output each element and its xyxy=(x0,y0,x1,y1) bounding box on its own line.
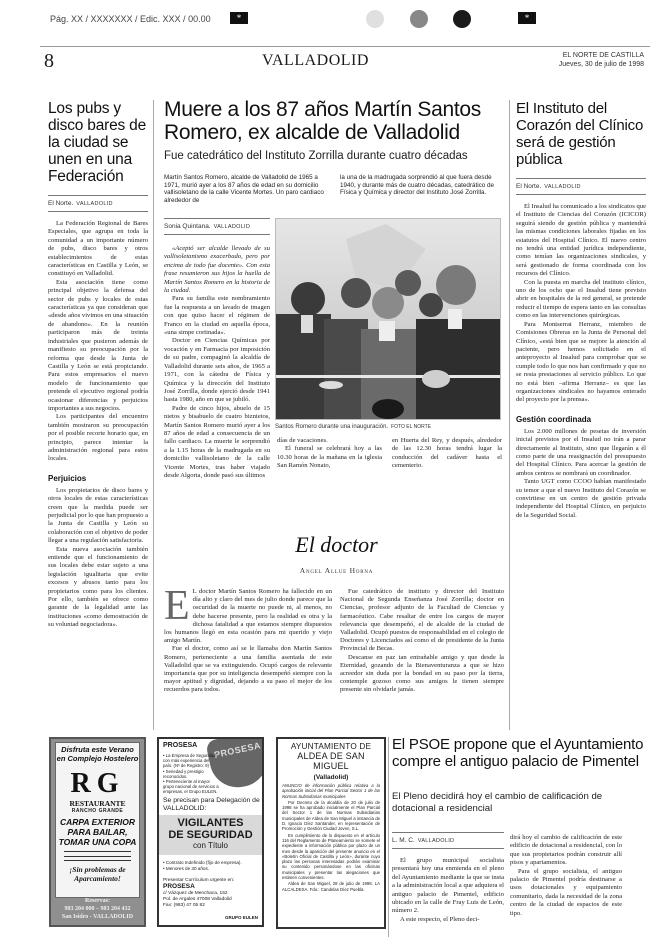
section-title: VALLADOLID xyxy=(262,52,369,69)
news-photo xyxy=(275,218,501,420)
contact-name: PROSESA xyxy=(163,883,195,890)
psoe-column-1 xyxy=(392,832,504,924)
page-slug: Pág. XX / XXXXXXX / Edic. XXX / 00.00 xyxy=(50,14,211,24)
main-lead xyxy=(164,174,504,204)
job-line-3: con Título xyxy=(193,841,228,850)
rg-logo-icon: RG xyxy=(70,768,125,799)
article-byline xyxy=(164,218,270,235)
paragraph: La Federación Regional de Bares Especiales, que agrupa en toda la comunidad a un importante número de pubs, disco bares y otros establecimientos de estas características en Castilla y León, se constituyó en Valladolid. xyxy=(48,220,148,278)
article-byline xyxy=(48,195,148,212)
ad-aldea-san-miguel xyxy=(276,737,386,929)
article-subhead: Gestión coordinada xyxy=(516,414,592,424)
article-headline: El Instituto del Corazón del Clínico será de gestión pública xyxy=(516,100,644,168)
notice-intro: ANUNCIO de información pública relativa a la aprobación inicial del Plan Parcial Sector 1 de las Normas Subsidiarias municipales xyxy=(282,783,380,799)
byline-author: El Norte. xyxy=(516,183,542,190)
opinion-title: El doctor xyxy=(295,532,378,557)
opinion-column-1 xyxy=(164,583,332,695)
article-body xyxy=(48,487,148,630)
ad-group: GRUPO EULEN xyxy=(224,915,258,920)
article-body xyxy=(516,203,646,405)
main-headline: Muere a los 87 años Martín Santos Romero, ex alcalde de Valladolid xyxy=(164,98,481,144)
color-dot-light xyxy=(366,10,384,28)
lead-column: la una de la madrugada sorprendió al que fuera desde 1940, y durante más de cuatro décadas, catedrático de Física y Química y director del Instituto José Zorrilla. xyxy=(340,174,495,197)
paragraph: en Huerta del Rey, y después, alrededor de las 12.30 horas tendrá lugar la conducción del cadáver hasta el cementerio. xyxy=(392,437,502,470)
psoe-subheadline: El Pleno decidirá hoy el cambio de calificación de dotacional a residencial xyxy=(392,791,603,814)
paragraph: Descanse en paz tan entrañable amigo y que desde la Eternidad, gozando de la Bienaventuranza a que se hizo acreedor sin duda por la bondad en su paso por la tierra, contemple gozoso como sus amigos le tienen siempre presente sin olvidarle jamás. xyxy=(340,653,504,694)
newspaper-name: EL NORTE DE CASTILLA xyxy=(562,52,644,59)
main-subheadline: Fue catedrático del Instituto Zorrilla durante cuatro décadas xyxy=(164,150,468,162)
ad-parking: ¡Sin problemas de Aparcamiento! xyxy=(69,865,126,883)
paragraph: Fue el doctor, como así se le llamaba don Martín Santos Romero, perteneciente a una familia asentada de este Valladolid que se va extinguiendo. Ocupó cargos de relevante importancia que por su inteligencia desempeñó siempre con la mayor aptitud y dignidad, dejando a su paso el mejor de los recuerdos para todos. xyxy=(164,645,332,694)
psoe-headline: El PSOE propone que el Ayuntamiento compre el antiguo palacio de Pimentel xyxy=(392,736,644,770)
photo-credit: FOTO EL NORTE xyxy=(391,424,431,430)
main-column-3 xyxy=(392,437,502,471)
byline-place: VALLADOLID xyxy=(544,184,581,190)
article-subhead: Perjuicios xyxy=(48,473,87,483)
byline-place: VALLADOLID xyxy=(213,224,251,230)
right-article xyxy=(516,100,646,520)
byline-place: VALLADOLID xyxy=(417,838,455,844)
main-column-1 xyxy=(164,218,270,480)
color-dot-mid xyxy=(410,10,428,28)
ad-panel xyxy=(55,742,140,898)
paragraph: Aldea de San Miguel, 28 de julio de 1998. LA ALCALDESA. Fdo.: Candelas Díez Puebla. xyxy=(282,881,380,892)
opinion-author: Angel Allue Horna xyxy=(299,566,374,575)
badge-text: PROSESA xyxy=(213,740,262,760)
paragraph: dirá hoy el cambio de calificación de este edificio de dotacional a residencial, con lo que sus propietarios podrán construir allí pisos y apartamentos. xyxy=(510,834,622,867)
ad-tagline: Disfruta este Verano en Complejo Hostelero xyxy=(56,745,139,763)
paragraph: Doctor en Ciencias Químicas por vocación y en Farmacia por imposición de su padre, compaginó la alcaldía de Valladolid durante seis años, de 1965 a 1971, con la cátedra de Física y Química y la dirección del Instituto José Zorrilla, donde ejerció desde 1941 hasta 1980, año en que se jubiló. xyxy=(164,337,270,404)
bullet: • La Empresa de Seguridad con más experiencia del país. (Nº de Registro: 9) xyxy=(163,753,216,769)
notice-title-3: (Valladolid) xyxy=(313,774,349,781)
issue-date: Jueves, 30 de julio de 1998 xyxy=(558,61,644,68)
paragraph: Por Decreto de la alcaldía de 20 de julio de 1998 se ha aprobado inicialmente el Plan Parcial del Sector 1 de las Normas Subsidiarias municipales de Aldea de San Miguel a instancia de D. Ignacio Díez Santander, en representación de Promoción y Gestión Ciudad Joven, S.L. xyxy=(282,799,380,832)
paragraph: Los participantes del encuentro también mostraron su preocupación por el posible recorte horario que, en principio, parece intentar la administración regional para estos locales. xyxy=(48,413,148,463)
ad-reservas-label: Reservas: xyxy=(85,898,110,904)
paragraph: Tanto UGT como CCOO habían manifestado su temor a que el nuevo Instituto del Corazón se convirtiese en un centro de gestión privada independiente del Hospital Clínico, en perjuicio de la Seguridad Social. xyxy=(516,478,646,519)
article-body xyxy=(516,428,646,520)
ad-brand: PROSESA xyxy=(163,742,198,749)
byline-author: Sonia Quintana. xyxy=(164,223,211,230)
paragraph: L doctor Martín Santos Romero ha fallecido en un día alto y claro del mes de julio donde parece que la oscuridad de la muerte no puede ni, al menos, no debe hacerse presente, pero la realidad es otra y la dichosa fatalidad a que estamos siempre dispuestos los humanos llegó en esta ocasión para mi querido y viejo amigo Martín. xyxy=(164,588,332,645)
notice-title-2: ALDEA DE SAN MIGUEL xyxy=(297,751,365,771)
ad-precisan: Se precisan para Delegación de VALLADOLID: xyxy=(163,797,260,812)
bullet: • Perteneciente al mayor grupo nacional de servicios a empresas, el Grupo EULEN. xyxy=(163,779,219,795)
requirement: • Menores de 30 años. xyxy=(163,866,210,871)
ad-restaurant-subname: RANCHO GRANDE xyxy=(71,808,124,814)
article-body xyxy=(392,857,504,924)
ad-bullets xyxy=(163,753,219,795)
article-body xyxy=(48,220,148,464)
article-headline: Los pubs y disco bares de la ciudad se unen en una Federación xyxy=(48,100,147,185)
lead-column: Martín Santos Romero, alcalde de Valladolid de 1965 a 1971, murió ayer a los 87 años de edad en su domicilio vallisoletano de la calle Vicente Mortes. Un paro cardiaco alrededor de xyxy=(164,174,324,204)
byline-author: L. M. C. xyxy=(392,837,415,844)
header-rule xyxy=(40,46,650,47)
ad-rancho-grande xyxy=(49,737,146,927)
paragraph: Los propietarios de disco bares y otros locales de estas características creen que la medida puede ser perjudicial por lo que han propuesto a la Junta de Castilla y León su colaboración con el objetivo de poder llegar a una regulación satisfactoria. xyxy=(48,486,148,545)
photo-ribbon-cutting xyxy=(276,219,501,420)
main-column-2 xyxy=(277,437,382,471)
address-line: c/ Vázquez de Menchaca, 152 xyxy=(163,891,228,896)
article-byline xyxy=(516,178,646,195)
address-line: Pol. de Argales 47008 Valladolid xyxy=(163,897,232,902)
color-dot-dark xyxy=(453,10,471,28)
registration-mark-right: * xyxy=(518,12,536,24)
bullet: • Seriedad y prestigio reconocidos. xyxy=(163,768,204,779)
paragraph: Los 2.000 millones de pesetas de inversión inicial previstos por el Insalud no irán a parar directamente al Instituto, sino que llegarán a él como parte de una reasignación del presupuesto del Hospital Clínico. Para acercar la gestión de ambos centros se nombrará un coordinador. xyxy=(516,427,646,477)
paragraph: «Aceptó ser alcalde llevado de su vallisoletanismo exacerbado, pero por encima de todo fue docente». Con esta frase resumieron sus hijos la huella de Martín Santos Romero en la historia de la ciudad. xyxy=(164,245,270,295)
paragraph: En cumplimiento de lo dispuesto en el artículo 116 del Reglamento de Planeamiento se somete el expediente a información pública por plazo de un mes desde la aparición del presente anuncio en el «Boletín Oficial de Castilla y León», durante cuyo plazo las personas interesadas podrán examinar su contenido personándose en las oficinas municipales y presentar las alegaciones que estimen convenientes. xyxy=(282,832,380,881)
music-notes-icon xyxy=(64,851,131,861)
ad-prosesa xyxy=(157,737,264,927)
fax: Fax: (983) 47 05 82 xyxy=(163,903,205,908)
masthead xyxy=(559,51,644,69)
paragraph: Para Montserrat Herranz, miembro de Comisiones Obreras en la Junta de Personal del Clínico, «está bien que se mejore la atención al paciente, pero hemos solicitado en el anteproyecto al Insalud para comprobar que se cumple todo lo que nos han confirmado y que no se resta prestaciones al servicio público. Lo que no está bien –afirma Herranz– es que las organizaciones sindicales no hayamos enterado del proyecto por la prensa». xyxy=(516,320,646,404)
requirement: • Contrato Indefinido (fijo de empresa). xyxy=(163,860,242,865)
ad-promo: CARPA EXTERIOR PARA BAILAR, TOMAR UNA COPA xyxy=(58,817,137,847)
paragraph: El funeral se celebrará hoy a las 10.30 horas de la mañana en la iglesia San Ramón Nonato, xyxy=(277,445,382,470)
photo-caption xyxy=(275,424,501,430)
ad-contact xyxy=(51,897,144,921)
opinion-column-2 xyxy=(340,588,504,695)
caption-text: Santos Romero durante una inauguración. xyxy=(275,424,389,430)
byline-author: El Norte. xyxy=(48,200,74,207)
paragraph: Con la puesta en marcha del instituto clínico, uno de los ocho que el Insalud tiene previsto abrir en hospitales de la red general, se pretende reducir el tiempo de espera tanto en las consultas como en las intervenciones quirúrgicas. xyxy=(516,278,646,320)
paragraph: Fue catedrático de instituto y director del Instituto Nacional de Segunda Enseñanza José Zorrilla; doctor en Ciencias, profesor adjunto de la Facultad de Ciencias y farmacéutico. Cabe resaltar de entre los cargos de mayor relevancia que desempeñó, el de alcalde de la ciudad de Valladolid. Ocupó puestos de responsabilidad en el colegio de Doctores y Licenciados así como el de presidente de la Junta Provincial de Becas. xyxy=(340,588,504,653)
contact-intro: Presentar Currículum urgente en: xyxy=(163,878,235,883)
ad-requirements xyxy=(163,860,242,872)
ad-phones: 983 204 000 – 983 204 432 xyxy=(64,906,131,912)
job-line-2: DE SEGURIDAD xyxy=(168,829,253,841)
paragraph: días de vacaciones. xyxy=(277,437,328,444)
column-divider xyxy=(153,100,154,730)
ad-restaurant-name: RESTAURANTE xyxy=(69,799,126,808)
paragraph: Para el grupo socialista, el antiguo palacio de Pimentel podría destinarse a usos dotacionales y equipamiento comunitario, dada la necesidad de la zona centro de la ciudad de espacios de este tipo. xyxy=(510,867,622,917)
paragraph: Para su familia este nombramiento fue la respuesta a un lavado de imagen con que quiso hacer el régimen de Franco en la ciudad en aquella época, «una simpe cortinada». xyxy=(164,295,270,337)
paragraph: Esta nueva asociación también entiende que el funcionamiento de sus locales debe estar sujeto a una legislación igualitaria que evite excesos y abusos tanto para los propietarios como para los clientes. Por ello, también se ofrece como garante de la legalidad ante las instituciones «como demostración de su voluntad negociadora». xyxy=(48,545,148,629)
ad-location: San Isidro - VALLADOLID xyxy=(61,914,134,920)
paragraph: El grupo municipal socialista presentará hoy una enmienda en el pleno del Ayuntamiento mediante la que se insta a la administración local a que adquiera el antiguo palacio de Pimentel, edificio ubicado en la calle de Fray Luis de León, número 2. xyxy=(392,857,504,915)
article-byline xyxy=(392,832,504,849)
paragraph: El Insalud ha comunicado a los sindicatos que el Instituto de Ciencias del Corazón (ICICOR) seguirá siendo de gestión pública y mantendrá las mismas condiciones laborales fijadas en los estatutos del Hospital Clínico. El nuevo centro no tendrá una entidad jurídica independiente, como temían las organizaciones sindicales, y será gestionado de forma coordinada con los recursos del Clínico. xyxy=(516,203,646,278)
ad-job-title xyxy=(159,815,262,855)
registration-mark-left: * xyxy=(230,12,248,24)
left-article xyxy=(48,100,148,630)
paragraph: Esta asociación tiene como principal objetivo la defensa del sector de pubs y locales de estas características ya que consideran que «desde años vivimos en una situación de abandono». En la reunión participaron más de treinta industriales que pusieron además de manifiesto su preocupación por la reforma que desde la Junta de Castilla y León se está propiciando. Para estos empresarios el nuevo modelo de funcionamiento que pretende el ejecutivo regional podría ocasionar diferencias y perjuicios importantes a sus negocios. xyxy=(48,278,148,412)
article-body xyxy=(164,245,270,480)
job-line-1: VIGILANTES xyxy=(177,817,244,829)
column-divider xyxy=(509,100,510,730)
page-number: 8 xyxy=(44,50,54,72)
paragraph: A este respecto, el Pleno deci- xyxy=(400,915,480,923)
notice-title-1: AYUNTAMIENTO DE xyxy=(290,742,372,751)
paragraph: Padre de cinco hijos, abuelo de 15 nietos y bisabuelo de cuatro biznietos, Martín Santos Romero murió ayer a los 87 años de edad a consecuencia de un fallo cardiaco. La muerte le sorprendió a la 1.15 horas de la madrugada en su domicilio vallisoletano de la calle Vicente Mortes, tras haber viajado desde Algorta, donde pasó sus últimos xyxy=(164,404,270,479)
ad-contact xyxy=(163,878,263,909)
psoe-column-2 xyxy=(510,834,622,918)
column-divider xyxy=(388,737,389,937)
byline-place: VALLADOLID xyxy=(76,201,113,207)
drop-cap: E xyxy=(164,583,190,629)
notice-body xyxy=(282,783,380,892)
